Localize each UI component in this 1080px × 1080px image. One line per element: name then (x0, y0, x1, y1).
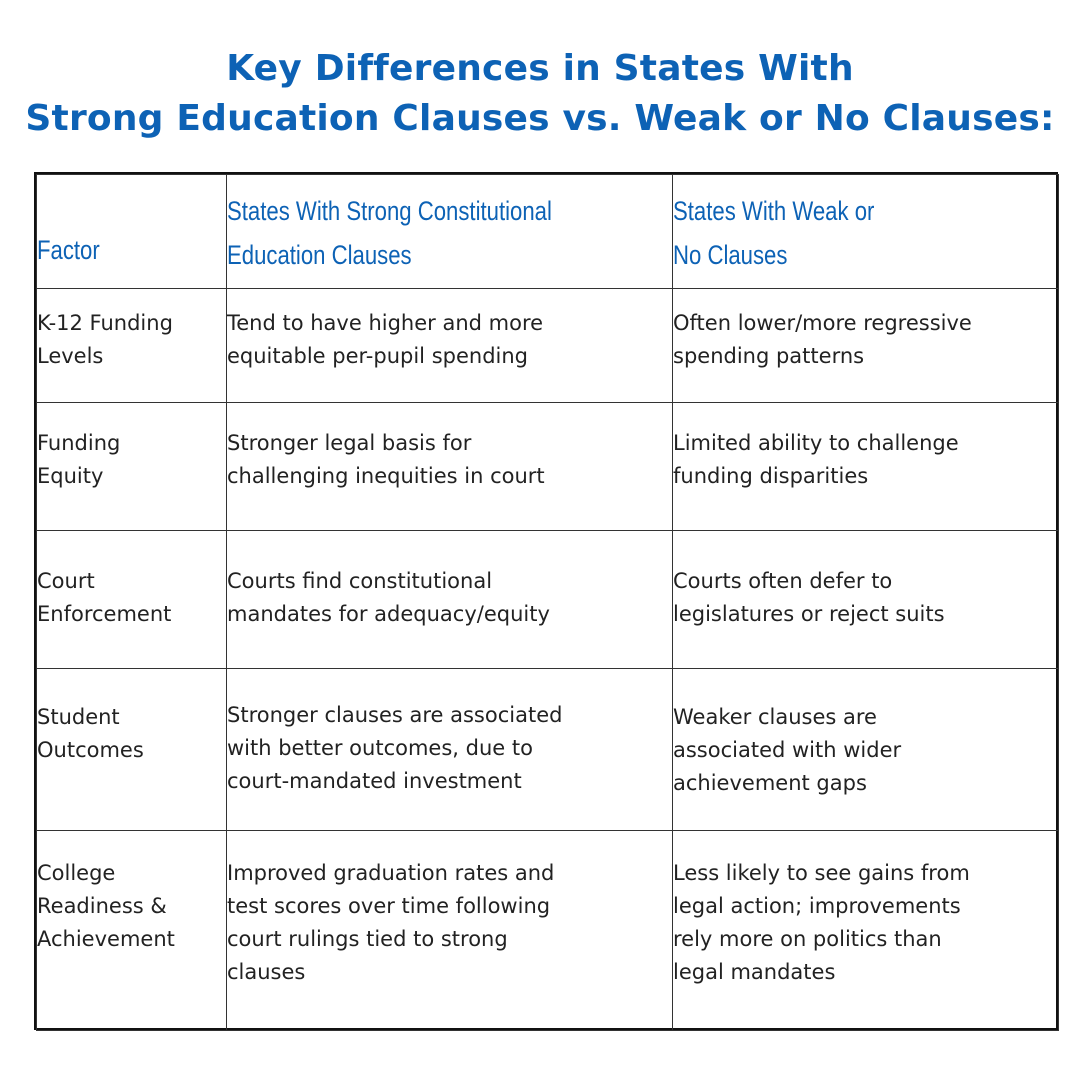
cell-line: Achievement (37, 927, 175, 951)
title-line-2: Strong Education Clauses vs. Weak or No Clauses: (25, 98, 1055, 139)
header-weak-clauses (673, 175, 1059, 289)
table-header-row (37, 175, 1059, 289)
title-line-1: Key Differences in States With (226, 48, 854, 89)
row-strong-cell (227, 669, 673, 831)
row-weak-cell (673, 403, 1059, 531)
header-weak-line-1: States With Weak or (673, 196, 875, 226)
cell-line: K-12 Funding (37, 311, 173, 335)
row-factor-cell (37, 669, 227, 831)
row-strong-cell (227, 403, 673, 531)
cell-line: Enforcement (37, 602, 172, 626)
cell-line: rely more on politics than (673, 927, 942, 951)
row-weak-cell (673, 289, 1059, 403)
row-factor-cell (37, 531, 227, 669)
cell-line: Weaker clauses are (673, 705, 877, 729)
row-weak-cell (673, 531, 1059, 669)
cell-line: Courts find constitutional (227, 569, 493, 593)
cell-line: Court (37, 569, 95, 593)
cell-line: Courts often defer to (673, 569, 893, 593)
cell-line: Levels (37, 344, 104, 368)
row-factor-cell (37, 403, 227, 531)
cell-line: legal mandates (673, 960, 836, 984)
cell-line: Limited ability to challenge (673, 431, 959, 455)
table-row (37, 403, 1059, 531)
cell-line: equitable per-pupil spending (227, 344, 528, 368)
header-strong-clauses (227, 175, 673, 289)
cell-line: Funding (37, 431, 121, 455)
table-row (37, 531, 1059, 669)
cell-line: Less likely to see gains from (673, 861, 970, 885)
header-factor-label: Factor (37, 235, 100, 265)
cell-line: Tend to have higher and more (227, 311, 544, 335)
row-strong-cell (227, 289, 673, 403)
header-strong-line-2: Education Clauses (227, 240, 412, 270)
cell-line: Readiness & (37, 894, 167, 918)
cell-line: associated with wider (673, 738, 902, 762)
cell-line: clauses (227, 960, 306, 984)
cell-line: Equity (37, 464, 104, 488)
row-strong-cell (227, 831, 673, 1031)
header-weak-line-2: No Clauses (673, 240, 788, 270)
comparison-table (34, 172, 1058, 1030)
row-weak-cell (673, 669, 1059, 831)
cell-line: court rulings tied to strong (227, 927, 508, 951)
cell-line: Often lower/more regressive (673, 311, 972, 335)
page-title (0, 44, 1080, 144)
cell-line: Improved graduation rates and (227, 861, 555, 885)
row-factor-cell (37, 831, 227, 1031)
cell-line: test scores over time following (227, 894, 551, 918)
cell-line: legal action; improvements (673, 894, 961, 918)
cell-line: mandates for adequacy/equity (227, 602, 550, 626)
table-row (37, 289, 1059, 403)
header-strong-line-1: States With Strong Constitutional (227, 196, 552, 226)
cell-line: court-mandated investment (227, 769, 522, 793)
row-strong-cell (227, 531, 673, 669)
cell-line: Stronger legal basis for (227, 431, 472, 455)
cell-line: legislatures or reject suits (673, 602, 945, 626)
row-weak-cell (673, 831, 1059, 1031)
cell-line: with better outcomes, due to (227, 736, 533, 760)
row-factor-cell (37, 289, 227, 403)
cell-line: Outcomes (37, 738, 144, 762)
table-row (37, 831, 1059, 1031)
cell-line: challenging inequities in court (227, 464, 545, 488)
cell-line: achievement gaps (673, 771, 867, 795)
cell-line: Student (37, 705, 120, 729)
cell-line: College (37, 861, 116, 885)
cell-line: spending patterns (673, 344, 865, 368)
table-row (37, 669, 1059, 831)
cell-line: funding disparities (673, 464, 869, 488)
cell-line: Stronger clauses are associated (227, 703, 563, 727)
header-factor (37, 175, 227, 289)
